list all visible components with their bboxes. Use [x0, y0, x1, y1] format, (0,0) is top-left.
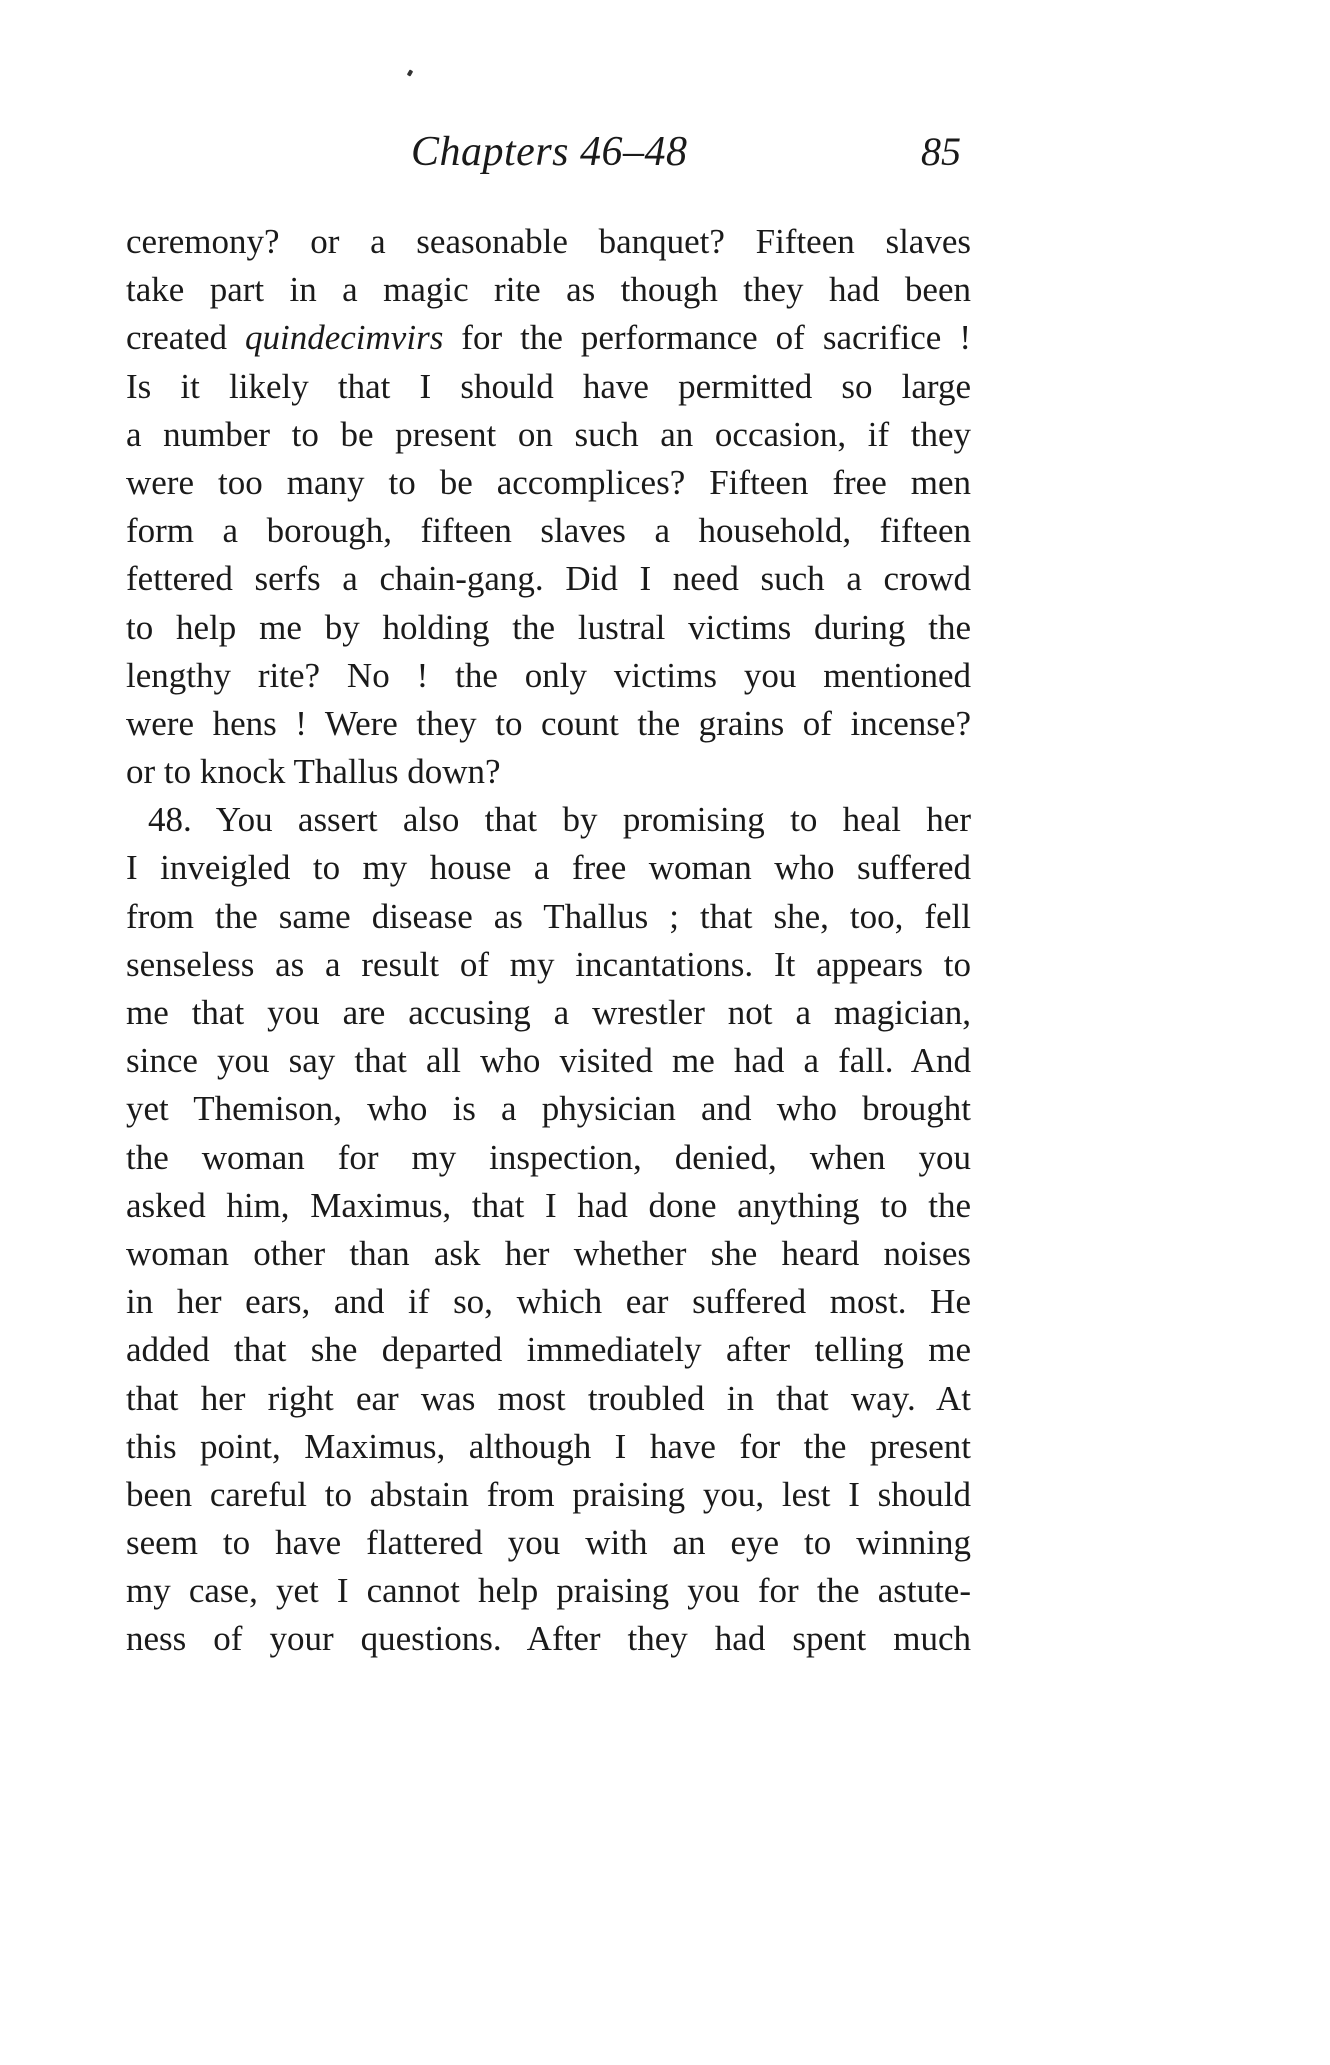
text-line: ness of your questions. After they had spent much [126, 1619, 971, 1659]
chapter-48-first-line: 48. You assert also that by promising to heal her [148, 800, 971, 840]
page-header [126, 128, 971, 188]
text-line: me that you are accusing a wrestler not a magician, [126, 993, 971, 1032]
page-number: 85 [921, 129, 961, 174]
text-line: from the same disease as Thallus ; that she, too, fell [126, 896, 971, 936]
text-line: were hens ! Were they to count the grains of incense? [126, 703, 971, 743]
text-line: this point, Maximus, although I have for the present [126, 1426, 971, 1466]
text-line: to help me by holding the lustral victims during the [126, 607, 971, 647]
text-line: fettered serfs a chain-gang. Did I need such a crowd [126, 559, 971, 599]
text-line: seem to have flattered you with an eye to winning [126, 1523, 971, 1563]
italic-term: quindecimvirs [245, 318, 444, 358]
running-title: Chapters 46–48 [411, 129, 688, 175]
text-line: yet Themison, who is a physician and who brought [126, 1089, 971, 1129]
body-text [126, 218, 971, 1664]
text-line: my case, yet I cannot help praising you for the astute- [126, 1571, 971, 1611]
text-line: that her right ear was most troubled in that way. At [126, 1378, 971, 1418]
text-line: Is it likely that I should have permitted so large [126, 366, 971, 406]
text-line: asked him, Maximus, that I had done anything to the [126, 1185, 971, 1225]
text-line: I inveigled to my house a free woman who suffered [126, 848, 971, 888]
ink-speck [407, 69, 413, 76]
text-line: lengthy rite? No ! the only victims you mentioned [126, 655, 971, 695]
text-line: woman other than ask her whether she heard noises [126, 1233, 971, 1273]
text-line: the woman for my inspection, denied, when you [126, 1137, 971, 1177]
text-line: form a borough, fifteen slaves a household, fifteen [126, 511, 971, 551]
text-line: been careful to abstain from praising you, lest I should [126, 1474, 971, 1514]
text-line: since you say that all who visited me had a fall. And [126, 1041, 971, 1081]
text-line: created quindecimvirs for the performance of sacrifice ! [126, 318, 971, 358]
text-line: take part in a magic rite as though they had been [126, 270, 971, 310]
text-line: were too many to be accomplices? Fifteen free men [126, 462, 971, 502]
text-line: in her ears, and if so, which ear suffered most. He [126, 1282, 971, 1322]
text-line: ceremony? or a seasonable banquet? Fifteen slaves [126, 222, 971, 261]
text-line: added that she departed immediately after telling me [126, 1330, 971, 1370]
text-line: or to knock Thallus down? [126, 752, 501, 792]
text-line: a number to be present on such an occasion, if they [126, 414, 971, 454]
text-line: senseless as a result of my incantations. It appears to [126, 944, 971, 984]
